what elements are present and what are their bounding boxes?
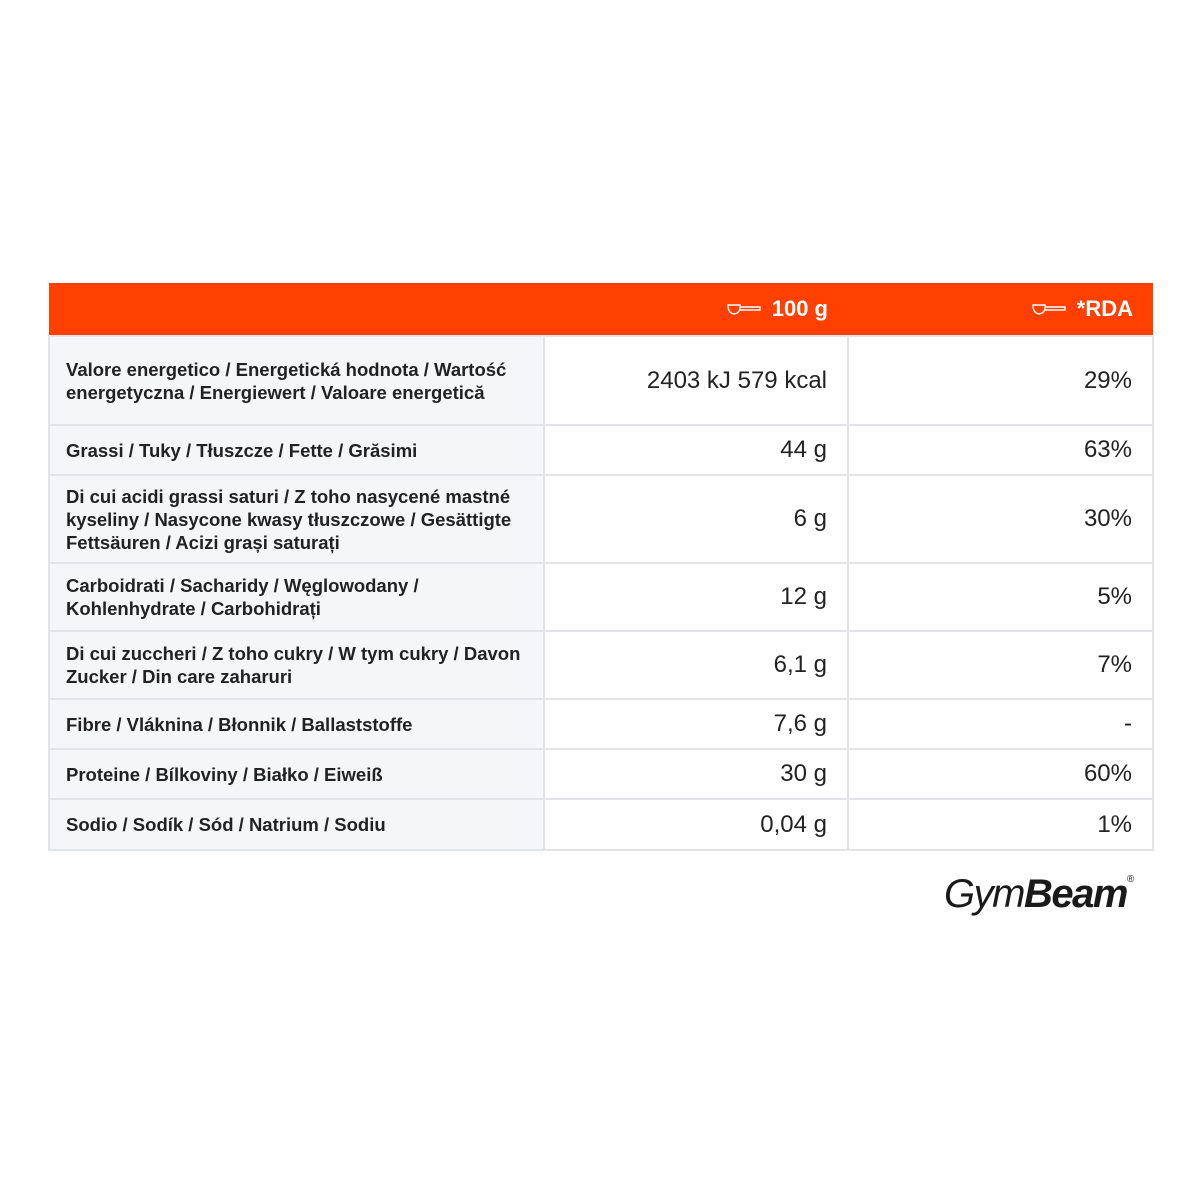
scoop-icon: [726, 301, 762, 317]
rda-value: 5%: [848, 563, 1153, 631]
nutrient-label: Di cui zuccheri / Z toho cukry / W tym cukry / Davon Zucker / Din care zaharuri: [49, 631, 544, 699]
per100-value: 12 g: [544, 563, 848, 631]
table-header-row: [49, 283, 1153, 336]
header-per100-label: 100 g: [771, 295, 828, 321]
header-per100-cell: [544, 283, 848, 336]
nutrient-label: Fibre / Vláknina / Błonnik / Ballaststoffe: [49, 699, 544, 749]
per100-value: 44 g: [544, 425, 848, 475]
table-row: [49, 336, 1153, 425]
per100-value: 6 g: [544, 475, 848, 563]
nutrition-table: [48, 283, 1154, 851]
per100-value: 2403 kJ 579 kcal: [544, 336, 848, 425]
header-rda-label: *RDA: [1076, 295, 1133, 321]
nutrient-label: Grassi / Tuky / Tłuszcze / Fette / Grăsimi: [49, 425, 544, 475]
per100-value: 30 g: [544, 749, 848, 799]
header-label-cell: [49, 283, 544, 336]
nutrient-label: Valore energetico / Energetická hodnota / Wartość energetyczna / Energiewert / Valoare energetică: [49, 336, 544, 425]
per100-value: 7,6 g: [544, 699, 848, 749]
rda-value: -: [848, 699, 1153, 749]
rda-value: 1%: [848, 799, 1153, 850]
nutrient-label: Proteine / Bílkoviny / Białko / Eiweiß: [49, 749, 544, 799]
rda-value: 29%: [848, 336, 1153, 425]
gymbeam-logo: [944, 870, 1154, 918]
table-row: [49, 475, 1153, 563]
per100-value: 6,1 g: [544, 631, 848, 699]
per100-value: 0,04 g: [544, 799, 848, 850]
logo-text-gym: Gym: [944, 872, 1024, 916]
registered-mark: ®: [1126, 874, 1135, 885]
table-row: [49, 563, 1153, 631]
logo-text-beam: Beam: [1023, 872, 1127, 916]
rda-value: 7%: [848, 631, 1153, 699]
header-rda-cell: [848, 283, 1153, 336]
nutrient-label: Sodio / Sodík / Sód / Natrium / Sodiu: [49, 799, 544, 850]
table-row: [49, 631, 1153, 699]
table-row: [49, 799, 1153, 850]
table-row: [49, 749, 1153, 799]
table-row: [49, 699, 1153, 749]
rda-value: 60%: [848, 749, 1153, 799]
rda-value: 63%: [848, 425, 1153, 475]
table-row: [49, 425, 1153, 475]
nutrient-label: Carboidrati / Sacharidy / Węglowodany / Kohlenhydrate / Carbohidrați: [49, 563, 544, 631]
nutrient-label: Di cui acidi grassi saturi / Z toho nasycené mastné kyseliny / Nasycone kwasy tłuszczowe / Gesättigte Fettsäuren / Acizi grași saturați: [49, 475, 544, 563]
rda-value: 30%: [848, 475, 1153, 563]
scoop-icon: [1031, 301, 1067, 317]
